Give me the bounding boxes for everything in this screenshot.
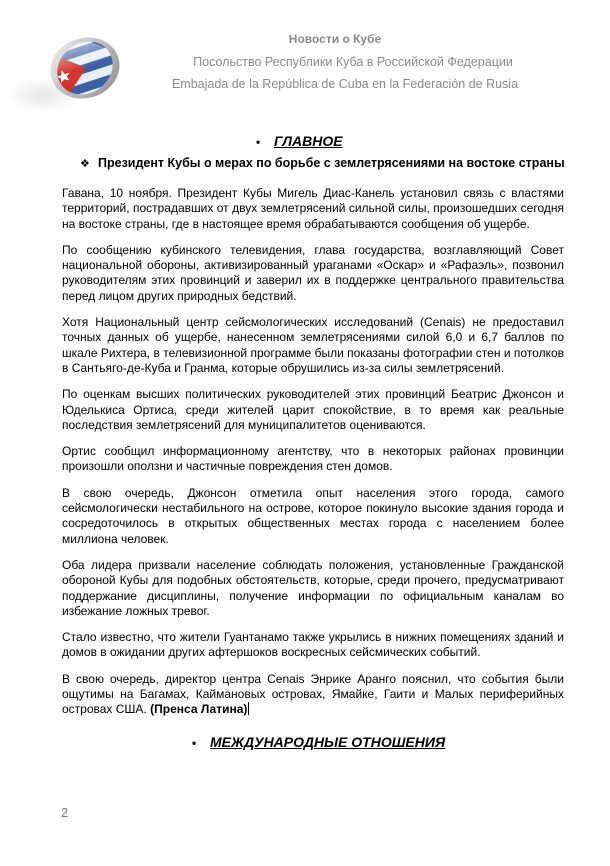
article-last-text: В свою очередь, директор центра Cenais Энрике Аранго пояснил, что события были ощутимы на Багамах, Каймановых островах, Ямайке, Гаити и Малых периферийных островах США.	[62, 671, 564, 717]
header-embassy-ru: Посольство Республики Куба в Российской Федерации	[193, 55, 513, 69]
article-paragraph-last	[62, 672, 564, 718]
header-embassy-es: Embajada de la República de Cuba en la Federación de Rusia	[171, 77, 519, 91]
article-paragraph: По сообщению кубинского телевидения, глава государства, возглавляющий Совет национальной обороны, активизированный ураганами «Оскар» и «Рафаэль», позвонил руководителям этих провинций и заверил их в поддержке центрального правительства перед лицом других природных бедствий.	[62, 242, 564, 303]
diamond-bullet-icon: ❖	[80, 158, 90, 170]
article-paragraph: Хотя Национальный центр сейсмологических исследований (Cenais) не предоставил точных данных об ущербе, нанесенном землетрясениями силой 6,0 и 6,7 баллов по шкале Рихтера, в телевизионной программе были показаны фотографии стен и потолков в Сантьяго-де-Куба и Гранма, которые обрушились из-за силы землетрясений.	[62, 315, 564, 375]
article-headline	[80, 156, 565, 170]
section-heading-international	[192, 734, 445, 750]
section-heading-main-text: ГЛАВНОЕ	[274, 133, 343, 149]
article-headline-text: Президент Кубы о мерах по борьбе с землетрясениями на востоке страны	[98, 156, 565, 170]
article-source: (Пренса Латина)	[150, 702, 248, 717]
article-body	[62, 186, 564, 718]
section-heading-main	[256, 133, 343, 149]
article-paragraph: В свою очередь, Джонсон отметила опыт населения этого города, самого сейсмологически нестабильного на острове, которое покинуло высокие здания города и сосредоточилось в открытых общественных местах города с населением более миллиона человек.	[62, 485, 564, 546]
bullet-icon: •	[192, 736, 197, 750]
section-heading-international-text: МЕЖДУНАРОДНЫЕ ОТНОШЕНИЯ	[210, 734, 446, 750]
article-paragraph: Ортис сообщил информационному агентству, что в некоторых районах провинции произошли оползни и частичные повреждения стен домов.	[62, 444, 564, 474]
article-paragraph: Стало известно, что жители Гуантанамо также укрылись в нижних помещениях зданий и домов в ожидании других афтершоков воскресных сейсмических событий.	[62, 630, 564, 660]
article-paragraph: Гавана, 10 ноября. Президент Кубы Мигель Диас-Канель установил связь с властями территорий, пострадавших от двух землетрясений сильной силы, произошедших сегодня на востоке страны, где в настоящее время обрабатываются сообщения об ущербе.	[62, 186, 564, 231]
article-paragraph: Оба лидера призвали население соблюдать положения, установленные Гражданской обороной Кубы для подобных обстоятельств, которые, среди прочего, предусматривают поддержание дисциплины, получение информации по официальным каналам во избежание ложных тревог.	[62, 557, 564, 618]
header-title: Новости о Кубе	[288, 32, 382, 46]
article-paragraph: По оценкам высших политических руководителей этих провинций Беатрис Джонсон и Юделькиса Ортиса, среди жителей царит спокойствие, в то время как реальные последствия землетрясений для муниципалитетов оцениваются.	[62, 387, 564, 432]
page-number: 2	[61, 805, 69, 820]
bullet-icon: •	[256, 135, 261, 149]
page-header	[0, 0, 610, 110]
text-cursor	[248, 702, 249, 715]
